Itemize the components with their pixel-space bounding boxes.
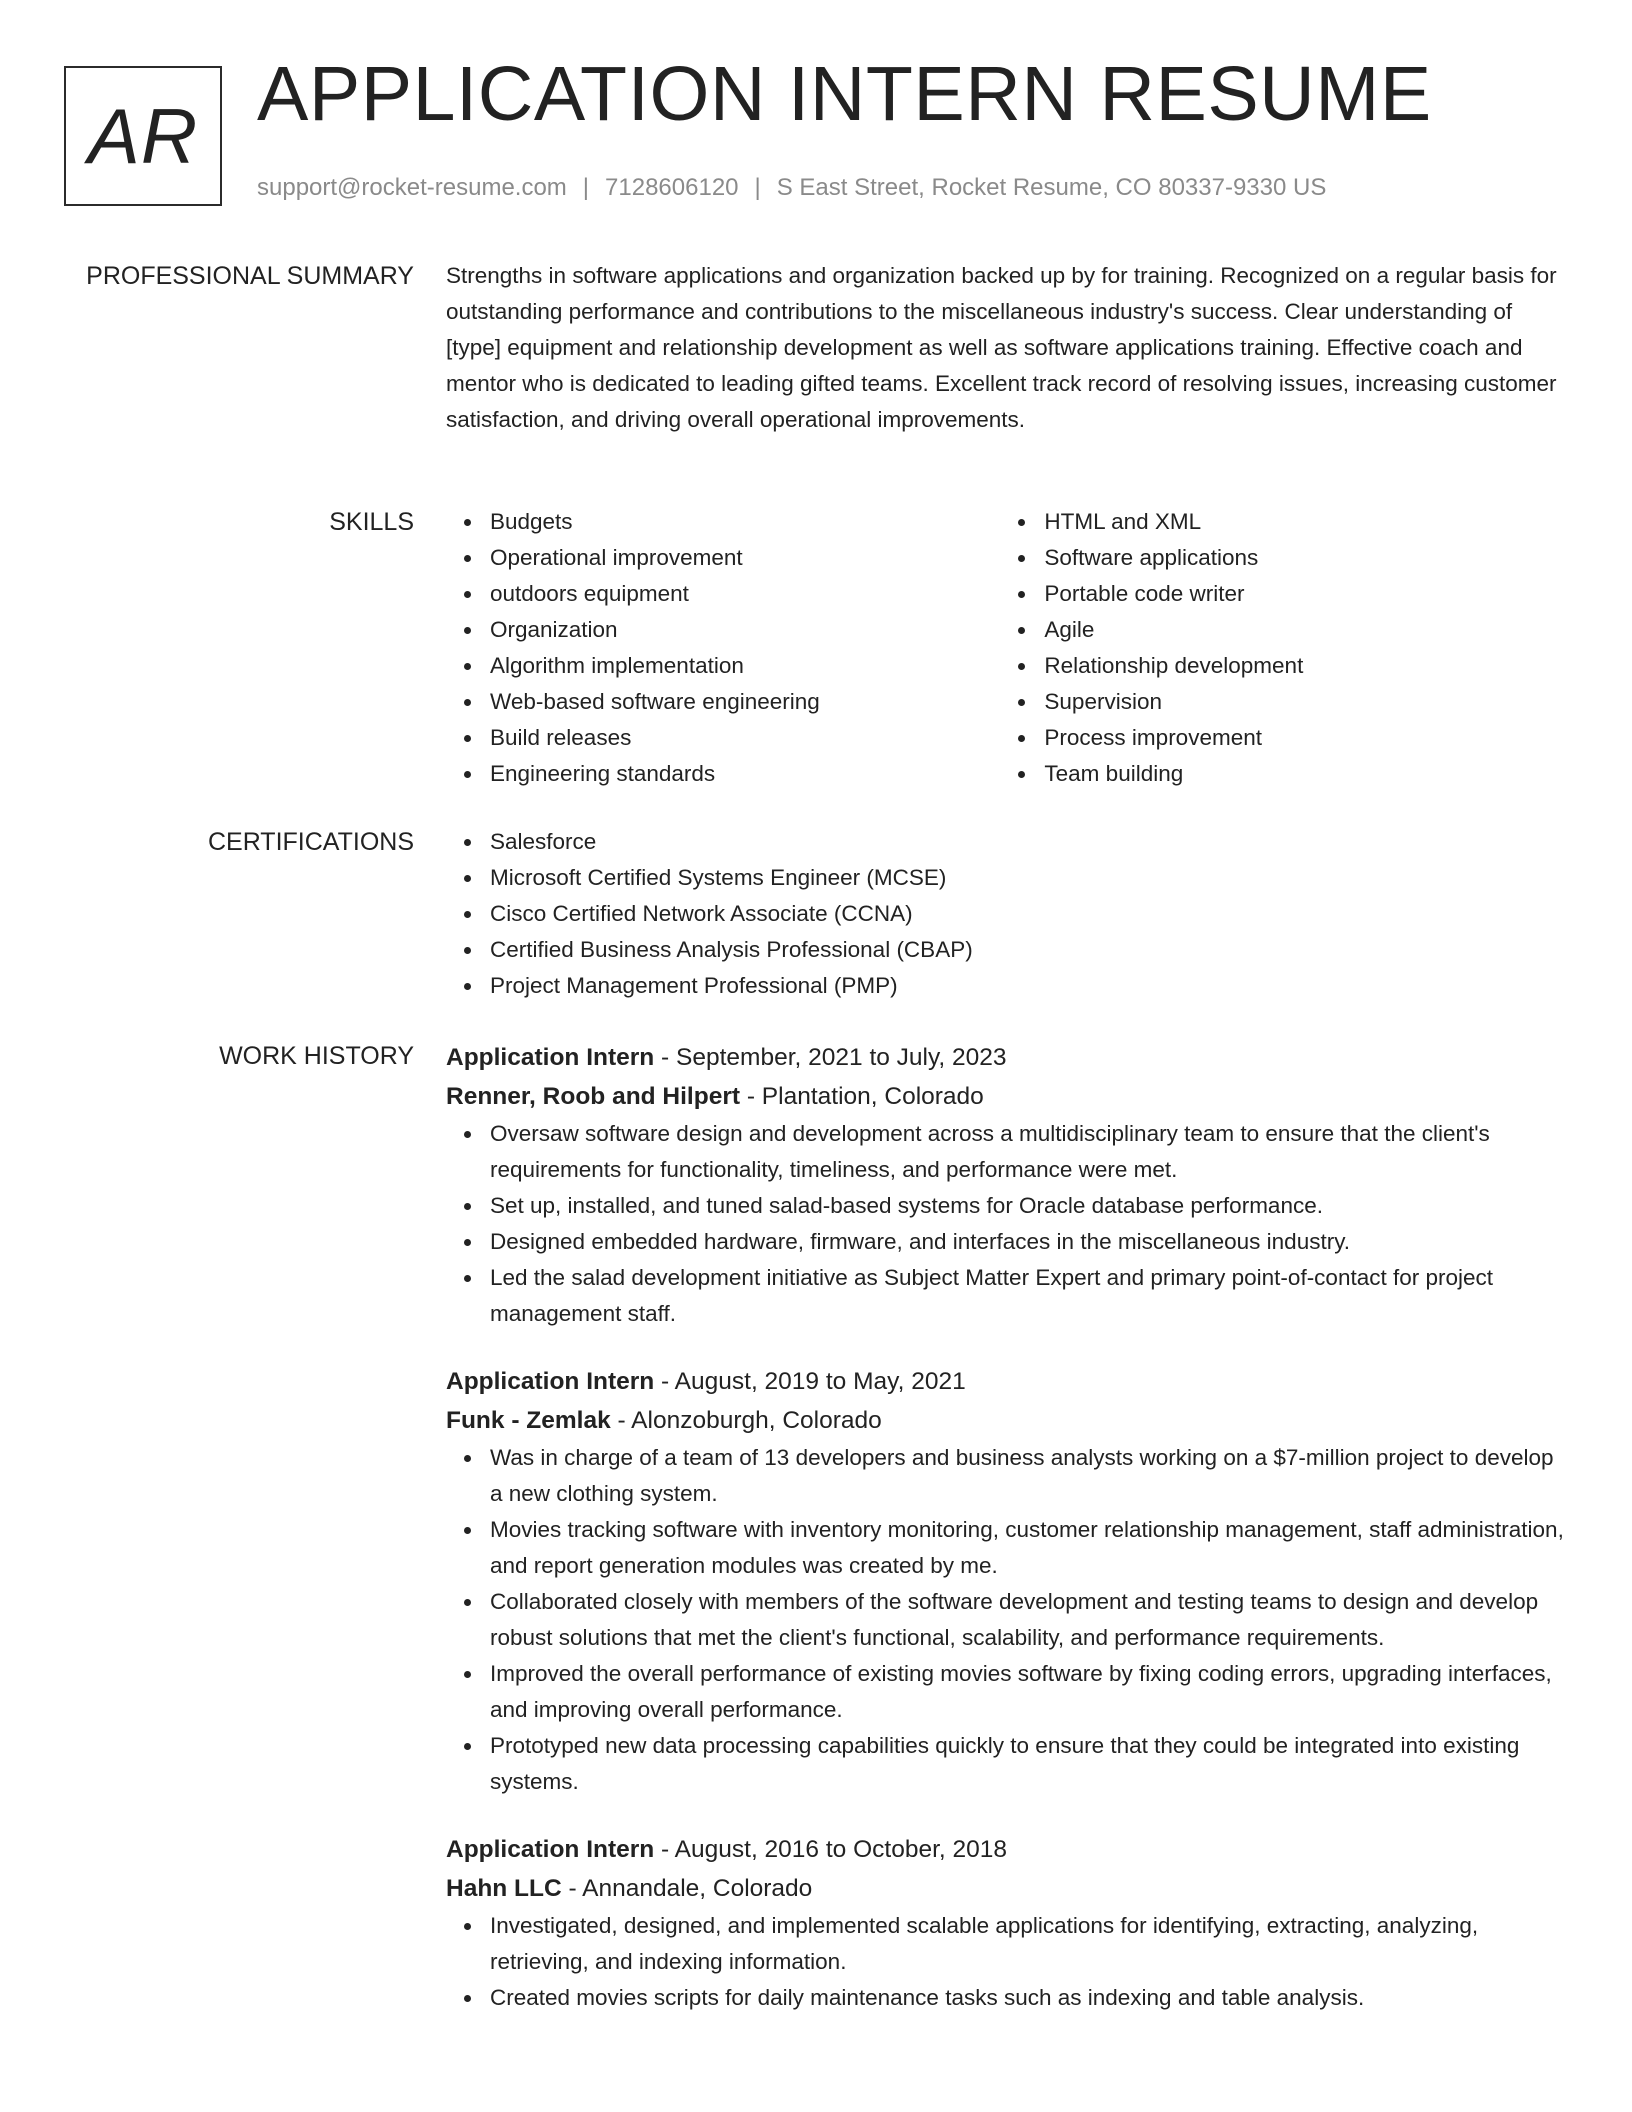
job-bullet: Movies tracking software with inventory monitoring, customer relationship management, staff administration, and report generation modules was created by me. (490, 1512, 1566, 1584)
skills-list-right (1000, 504, 1566, 792)
certification-item: Salesforce (490, 824, 1566, 860)
contact-email[interactable]: support@rocket-resume.com (257, 174, 567, 201)
job-dates: - August, 2016 to October, 2018 (654, 1836, 1008, 1863)
skill-item: outdoors equipment (490, 576, 1000, 612)
contact-address: S East Street, Rocket Resume, CO 80337-9330 US (776, 174, 1327, 201)
job-company: Renner, Roob and Hilpert (446, 1083, 741, 1110)
job-bullets (446, 1908, 1566, 2016)
skill-item: Organization (490, 612, 1000, 648)
section-label-skills: SKILLS (329, 508, 414, 536)
contact-phone[interactable]: 7128606120 (605, 174, 739, 201)
job-bullet: Created movies scripts for daily maintenance tasks such as indexing and table analysis. (490, 1980, 1566, 2016)
job-company-line (446, 1077, 1566, 1116)
skill-item: Budgets (490, 504, 1000, 540)
certification-item: Microsoft Certified Systems Engineer (MCSE) (490, 860, 1566, 896)
job-title: Application Intern (446, 1044, 655, 1071)
skill-item: Web-based software engineering (490, 684, 1000, 720)
job-company-line (446, 1401, 1566, 1440)
skills-list-left (446, 504, 1000, 792)
skill-item: Software applications (1044, 540, 1566, 576)
contact-separator: | (582, 174, 590, 201)
skill-item: Process improvement (1044, 720, 1566, 756)
job-entry (446, 1830, 1566, 2016)
job-dates: - August, 2019 to May, 2021 (654, 1368, 966, 1395)
monogram-badge (64, 66, 222, 206)
section-label-certifications: CERTIFICATIONS (207, 828, 414, 856)
job-bullet: Investigated, designed, and implemented scalable applications for identifying, extracting, analyzing, retrieving, and indexing information. (490, 1908, 1566, 1980)
skill-item: Relationship development (1044, 648, 1566, 684)
job-location: - Plantation, Colorado (740, 1083, 984, 1110)
section-label-work-history: WORK HISTORY (219, 1042, 414, 1070)
skill-item: Supervision (1044, 684, 1566, 720)
certifications-list (446, 824, 1566, 1004)
contact-separator: | (754, 174, 761, 201)
skill-item: HTML and XML (1044, 504, 1566, 540)
skill-item: Build releases (490, 720, 1000, 756)
job-company-line (446, 1869, 1566, 1908)
certification-item: Project Management Professional (PMP) (490, 968, 1566, 1004)
job-title-line (446, 1830, 1566, 1869)
skill-item: Agile (1044, 612, 1566, 648)
job-bullet: Oversaw software design and development across a multidisciplinary team to ensure that the client's requirements for functionality, timeliness, and performance were met. (490, 1116, 1566, 1188)
job-bullet: Was in charge of a team of 13 developers and business analysts working on a $7-million project to develop a new clothing system. (490, 1440, 1566, 1512)
certification-item: Certified Business Analysis Professional (CBAP) (490, 932, 1566, 968)
job-title: Application Intern (446, 1836, 655, 1863)
summary-text: Strengths in software applications and organization backed up by for training. Recognized on a regular basis for outstanding performance and contributions to the miscellaneous industry's success. Clear understanding of [type] equipment and relationship development as well as software applications training. Effective coach and mentor who is dedicated to leading gifted teams. Excellent track record of resolving issues, increasing customer satisfaction, and driving overall operational improvements. (446, 263, 1557, 432)
job-bullet: Set up, installed, and tuned salad-based systems for Oracle database performance. (490, 1188, 1566, 1224)
job-bullet: Designed embedded hardware, firmware, and interfaces in the miscellaneous industry. (490, 1224, 1566, 1260)
job-title-line (446, 1038, 1566, 1077)
skill-item: Algorithm implementation (490, 648, 1000, 684)
job-dates: - September, 2021 to July, 2023 (654, 1044, 1007, 1071)
skill-item: Portable code writer (1044, 576, 1566, 612)
job-bullets (446, 1440, 1566, 1800)
job-title-line (446, 1362, 1566, 1401)
contact-line (257, 174, 1326, 202)
job-bullet: Led the salad development initiative as Subject Matter Expert and primary point-of-contact for project management staff. (490, 1260, 1566, 1332)
job-bullet: Improved the overall performance of existing movies software by fixing coding errors, upgrading interfaces, and improving overall performance. (490, 1656, 1566, 1728)
resume-title: APPLICATION INTERN RESUME (257, 51, 1432, 137)
section-label-summary: PROFESSIONAL SUMMARY (86, 262, 414, 290)
job-location: - Alonzoburgh, Colorado (610, 1407, 882, 1434)
job-company: Funk - Zemlak (446, 1407, 611, 1434)
job-entry (446, 1038, 1566, 1332)
job-bullets (446, 1116, 1566, 1332)
job-entry (446, 1362, 1566, 1800)
job-bullet: Prototyped new data processing capabilities quickly to ensure that they could be integrated into existing systems. (490, 1728, 1566, 1800)
certification-item: Cisco Certified Network Associate (CCNA) (490, 896, 1566, 932)
monogram-initials: AR (87, 91, 199, 180)
skill-item: Operational improvement (490, 540, 1000, 576)
job-company: Hahn LLC (446, 1875, 562, 1902)
job-title: Application Intern (446, 1368, 655, 1395)
skill-item: Team building (1044, 756, 1566, 792)
job-location: - Annandale, Colorado (561, 1875, 813, 1902)
skill-item: Engineering standards (490, 756, 1000, 792)
job-bullet: Collaborated closely with members of the software development and testing teams to design and develop robust solutions that met the client's functional, scalability, and performance requirements. (490, 1584, 1566, 1656)
